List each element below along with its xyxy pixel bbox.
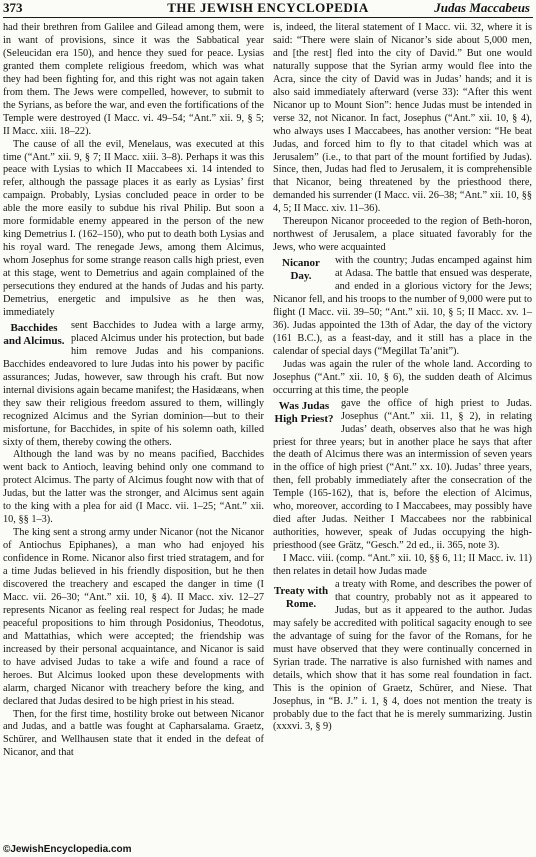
left-column [3, 22, 264, 760]
sidenote-nicanor: Nicanor Day. [282, 257, 320, 283]
sidenote-bacchides: Bacchides and Alcimus. [3, 321, 65, 347]
paragraph-cont [273, 255, 532, 359]
paragraph: Then, for the first time, hostility broke out between Nicanor and Judas, and a battle was fought at Capharsalama. Graetz, Schürer, and Wellhausen state that it ended in the defeat of Nicanor, and that [3, 708, 264, 759]
paragraph: Judas was again the ruler of the whole land. According to Josephus (“Ant.” xii. 10, § 6), the sudden death of Alcimus occurring at this time, the people [273, 358, 532, 396]
journal-title: THE JEWISH ENCYCLOPEDIA [167, 0, 369, 15]
paragraph-text: a treaty with Rome, and describes the power of that country, probably not as it appeared to Judas, but as it appeared to the author. Judas may safely be accredited with political sagacity enough to see the advantage of suing for the favor of the Romans, for he must have observed that they were continually concerned in Syrian trade. The narrative is also furnished with names and details, which show that it has some real foundation in fact. This is the opinion of Graetz, Schürer, and Niese. That Josephus, in “B. J.” i. 1, § 4, does not mention the treaty is probably due to the fact that he is merely summarizing. Justin (xxxvi. 3, § 9) [273, 578, 532, 733]
paragraph-cont [273, 579, 532, 734]
paragraph: Although the land was by no means pacified, Bacchides went back to Antioch, leaving behind only one command to protect Alcimus. The party of Alcimus fought now with that of Judas, but the latter was the stronger, and Alcimus sent again to the king with a plea for aid (I Macc. vii. 1–25; “Ant.” xii. 10, §§ 1–3). [3, 449, 264, 526]
footer-watermark: ©JewishEncyclopedia.com [3, 844, 132, 855]
paragraph: had their brethren from Galilee and Gilead among them, were in want of provisions, since it was the Sabbatical year (Seleucidan era 150), and hence they sued for peace. Lysias granted them complete religious freedom, which was what they had been fighting for, and this right was not again taken from them. The Jews were compelled, however, to submit to the Syrians, as before the war, and even the fortifications of the Temple were destroyed (I Macc. vi. 49–54; “Ant.” xii. 9, § 5; II Macc. xiii. 18–22). [3, 22, 264, 137]
paragraph: The cause of all the evil, Menelaus, was executed at this time (“Ant.” xii. 9, § 7; II Macc. xiii. 3–8). Perhaps it was this peace with Lysias to which II Maccabees xi. 14 intended to refer, although the passage places it as early as Lysias’ first campaign. Probably, Lysias concluded peace in order to be able the more easily to subdue his rival Philip. But soon a more formidable enemy appeared in the person of the new king Demetrius I. (162–150), who put to death both Lysias and his royal ward. The renegade Jews, among them Alcimus, whom Josephus for some strange reason calls high priest, even at this stage, went to Demetrius and again complained of the persecutions they endured at the hands of Judas and his party. Demetrius, energetic and impulsive as he then was, immediately [3, 138, 264, 318]
page-number: 373 [3, 0, 23, 15]
paragraph-cont [273, 398, 532, 553]
paragraph: is, indeed, the literal statement of I Macc. vii. 32, where it is said: “There were slain of Nicanor’s side about 5,000 men, and [the rest] fled into the city of David.” But one would naturally suppose that the Syrian army would flee into the Acra, since the city of David was in Judas’ hands; and it is also said immediately afterward (verse 33): “After this went Nicanor up to Mount Sion”: hence Judas must be intended in verse 32, not Nicanor. In fact, Josephus (“Ant.” xii. 10, § 4), who always uses I Maccabees, has another version: “He beat Judas, and forced him to fly to that citadel which was at Jerusalem” (i.e., to that part of the mount fortified by Judas). Since, then, Judas had fled to Jerusalem, it is comprehensible that Nicanor, being threatened by the priesthood there, demanded his surrender (I Macc. vii. 26–38; “Ant.” xii. 10, §§ 4, 5; II Macc. xiv. 11–36). [273, 22, 532, 215]
paragraph: I Macc. viii. (comp. “Ant.” xii. 10, §§ 6, 11; II Macc. iv. 11) then relates in detail how Judas made [273, 553, 532, 578]
sidenote-treaty: Treaty with Rome. [273, 584, 329, 610]
paragraph-cont [3, 320, 264, 450]
article-title: Judas Maccabeus [434, 0, 530, 15]
paragraph: Thereupon Nicanor proceeded to the region of Beth-horon, northwest of Jerusalem, a place situated favorably for the Jews, who were acquainted [273, 216, 532, 254]
right-column [273, 22, 532, 734]
paragraph: The king sent a strong army under Nicanor (not the Nicanor of Antiochus Epiphanes), a man who had enjoyed his confidence in Rome. Nicanor also first tried stratagem, and for a time Judas believed in his friendly disposition, but he then discovered the treachery and escaped the danger in time (I Macc. vii. 26–30; “Ant.” xii. 10, § 4). II Macc. xiv. 12–27 represents Nicanor as feeling real respect for Judas; he made peaceful propositions to him through Posidonius, Theodotus, and Mattathias, which were accepted; the friendship was increased by their personal acquaintance, and Nicanor is said to have advised Judas to take a wife and found a race of heroes. But Alcimus looked upon these developments with alarm, charged Nicanor with treachery before the king, and declared that Judas desired to be high priest in his stead. [3, 527, 264, 707]
paragraph-text: with the country; Judas encamped against him at Adasa. The battle that ensued was desperate, and ended in a glorious victory for the Jews; Nicanor fell, and his troops to the number of 9,000 were put to flight (I Macc. vii. 39–50; “Ant.” xii. 10, § 5; II Macc. xv. 1–36). Judas appointed the 13th of Adar, the day of the victory (161 B.C.), as a feast-day, and it still has a place in the calendar of special days (“Megillat Ta’anit”). [273, 255, 532, 357]
page-header [0, 0, 536, 18]
paragraph-text: sent Bacchides to Judea with a large army, placed Alcimus under his protection, but bade him remove Judas and his companions. Bacchides endeavored to lure Judas into his power by pacific assurances; Judas, however, saw through his craft. But now internal divisions again became manifest; the Hasidæans, when they saw their religious freedom assured to them, willingly recognized Alcimus and the Syrian dominion—but to their misfortune, for Bacchides, in spite of his solemn oath, killed sixty of them, thereby cowing the others. [3, 319, 264, 448]
sidenote-high-priest: Was Judas High Priest? [274, 399, 334, 425]
paragraph-text: gave the office of high priest to Judas. Josephus (“Ant.” xii. 11, § 2), in relating Judas’ death, observes also that he was high priest for three years; but in another place he says that after the death of Alcimus there was an intermission of seven years in the office of high priest (“Ant.” xx. 10). Judas’ three years, then, fell probably immediately after the consecration of the Temple (165-162), that is, before the election of Alcimus, who, moreover, according to I Maccabees, may possibly have died after Judas. Neither I Maccabees nor the rabbinical authorities, however, speak of Judas occupying the high-priesthood (see Grätz, “Gesch.” 2d ed., ii. 365, note 3). [273, 397, 532, 552]
header-rule [3, 17, 533, 18]
